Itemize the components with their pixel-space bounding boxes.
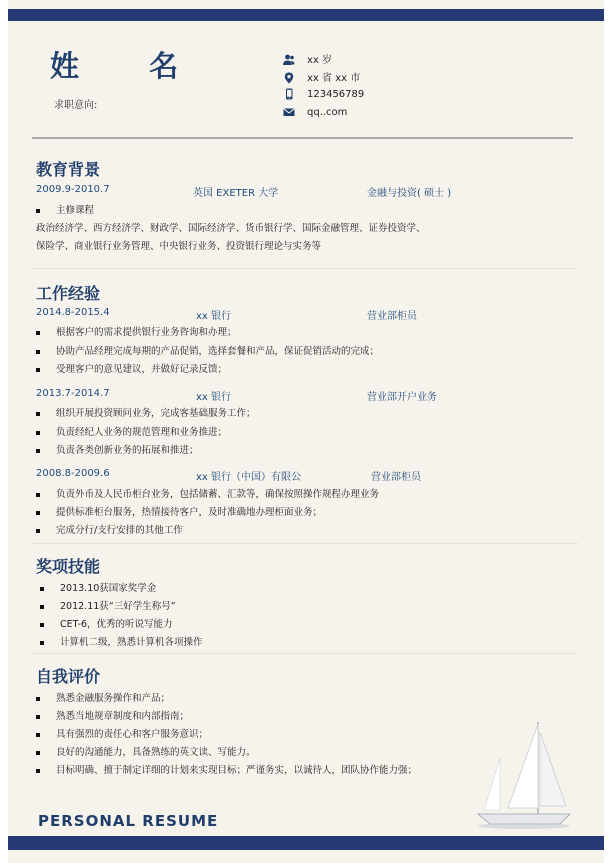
award-item: 计算机二级，熟悉计算机各项操作	[40, 634, 203, 648]
award-item: CET-6，优秀的听说写能力	[40, 616, 173, 630]
phone-row	[283, 88, 364, 100]
education-major: 金融与投资( 硕士 )	[367, 188, 452, 199]
location-text: xx 省 xx 市	[307, 73, 361, 84]
section-divider	[32, 653, 578, 654]
work-title: 工作经验	[36, 284, 101, 303]
mail-icon	[283, 106, 297, 118]
location-pin-icon	[283, 72, 297, 84]
job-position: 营业部柜员	[371, 472, 421, 483]
self-eval-item: 熟悉当地规章制度和内部指南；	[36, 708, 189, 722]
self-eval-item: 具有强烈的责任心和客户服务意识；	[36, 726, 208, 740]
sailboat-icon	[470, 718, 575, 833]
phone-icon	[283, 88, 297, 100]
job-company: xx 银行	[196, 311, 232, 322]
education-date: 2009.9-2010.7	[36, 184, 110, 195]
bottom-accent-bar	[8, 836, 604, 850]
job-duty: 负责经纪人业务的规范管理和业务推进；	[36, 424, 227, 438]
top-accent-bar	[8, 9, 604, 21]
job-date: 2014.8-2015.4	[36, 307, 110, 318]
self-eval-item: 目标明确、擅于制定详细的计划来实现目标；严谨务实，以诚待人，团队协作能力强；	[36, 762, 417, 776]
location-row	[283, 69, 360, 84]
email-text: qq..com	[307, 107, 348, 118]
course-line-1: 政治经济学、西方经济学、财政学、国际经济学、货币银行学、国际金融管理、证券投资学、	[36, 223, 426, 234]
job-date: 2013.7-2014.7	[36, 388, 110, 399]
self-eval-item: 熟悉金融服务操作和产品；	[36, 690, 170, 704]
self-eval-title: 自我评价	[36, 667, 101, 686]
candidate-name: 姓 名	[50, 49, 209, 83]
education-school: 英国 EXETER 大学	[193, 188, 279, 199]
job-duty: 根据客户的需求提供银行业务咨询和办理；	[36, 324, 237, 338]
education-title: 教育背景	[36, 160, 101, 179]
job-duty: 负责各类创新业务的拓展和推进；	[36, 442, 199, 456]
job-duty: 协助产品经理完成每期的产品促销，选择套餐和产品，保证促销活动的完成；	[36, 343, 379, 357]
awards-title: 奖项技能	[36, 557, 101, 576]
section-divider	[32, 268, 578, 269]
job-duty: 完成分行/支行安排的其他工作	[36, 522, 183, 536]
job-duty: 提供标准柜台服务，热情接待客户，及时准确地办理柜面业务；	[36, 504, 322, 518]
person-icon	[283, 54, 297, 66]
job-position: 营业部柜员	[367, 311, 417, 322]
job-company: xx 银行（中国）有限公	[196, 472, 302, 483]
section-divider	[32, 543, 578, 544]
header-divider	[32, 137, 573, 139]
bullet-icon	[36, 209, 40, 213]
job-position: 营业部开户业务	[367, 392, 437, 403]
award-item: 2013.10获国家奖学金	[40, 580, 156, 594]
self-eval-item: 良好的沟通能力，具备熟练的英文读、写能力。	[36, 744, 256, 758]
footer-title: PERSONAL RESUME	[38, 812, 219, 830]
award-item: 2012.11获“三好学生称号”	[40, 598, 176, 612]
job-duty: 负责外币及人民币柜台业务，包括储蓄、汇款等，确保按照操作规程办理业务	[36, 486, 379, 500]
job-duty: 受理客户的意见建议，并做好记录反馈；	[36, 361, 227, 375]
course-line-2: 保险学、商业银行业务管理、中央银行业务、投资银行理论与实务等	[36, 241, 322, 252]
email-row	[283, 106, 347, 118]
phone-text: 123456789	[307, 89, 365, 100]
job-date: 2008.8-2009.6	[36, 468, 110, 479]
course-title: 主修课程	[36, 202, 94, 216]
age-row	[283, 51, 332, 66]
age-text: xx 岁	[307, 55, 333, 66]
job-intent-label: 求职意向:	[54, 100, 98, 111]
job-duty: 组织开展投资顾问业务，完成客基础服务工作；	[36, 405, 256, 419]
job-company: xx 银行	[196, 392, 232, 403]
